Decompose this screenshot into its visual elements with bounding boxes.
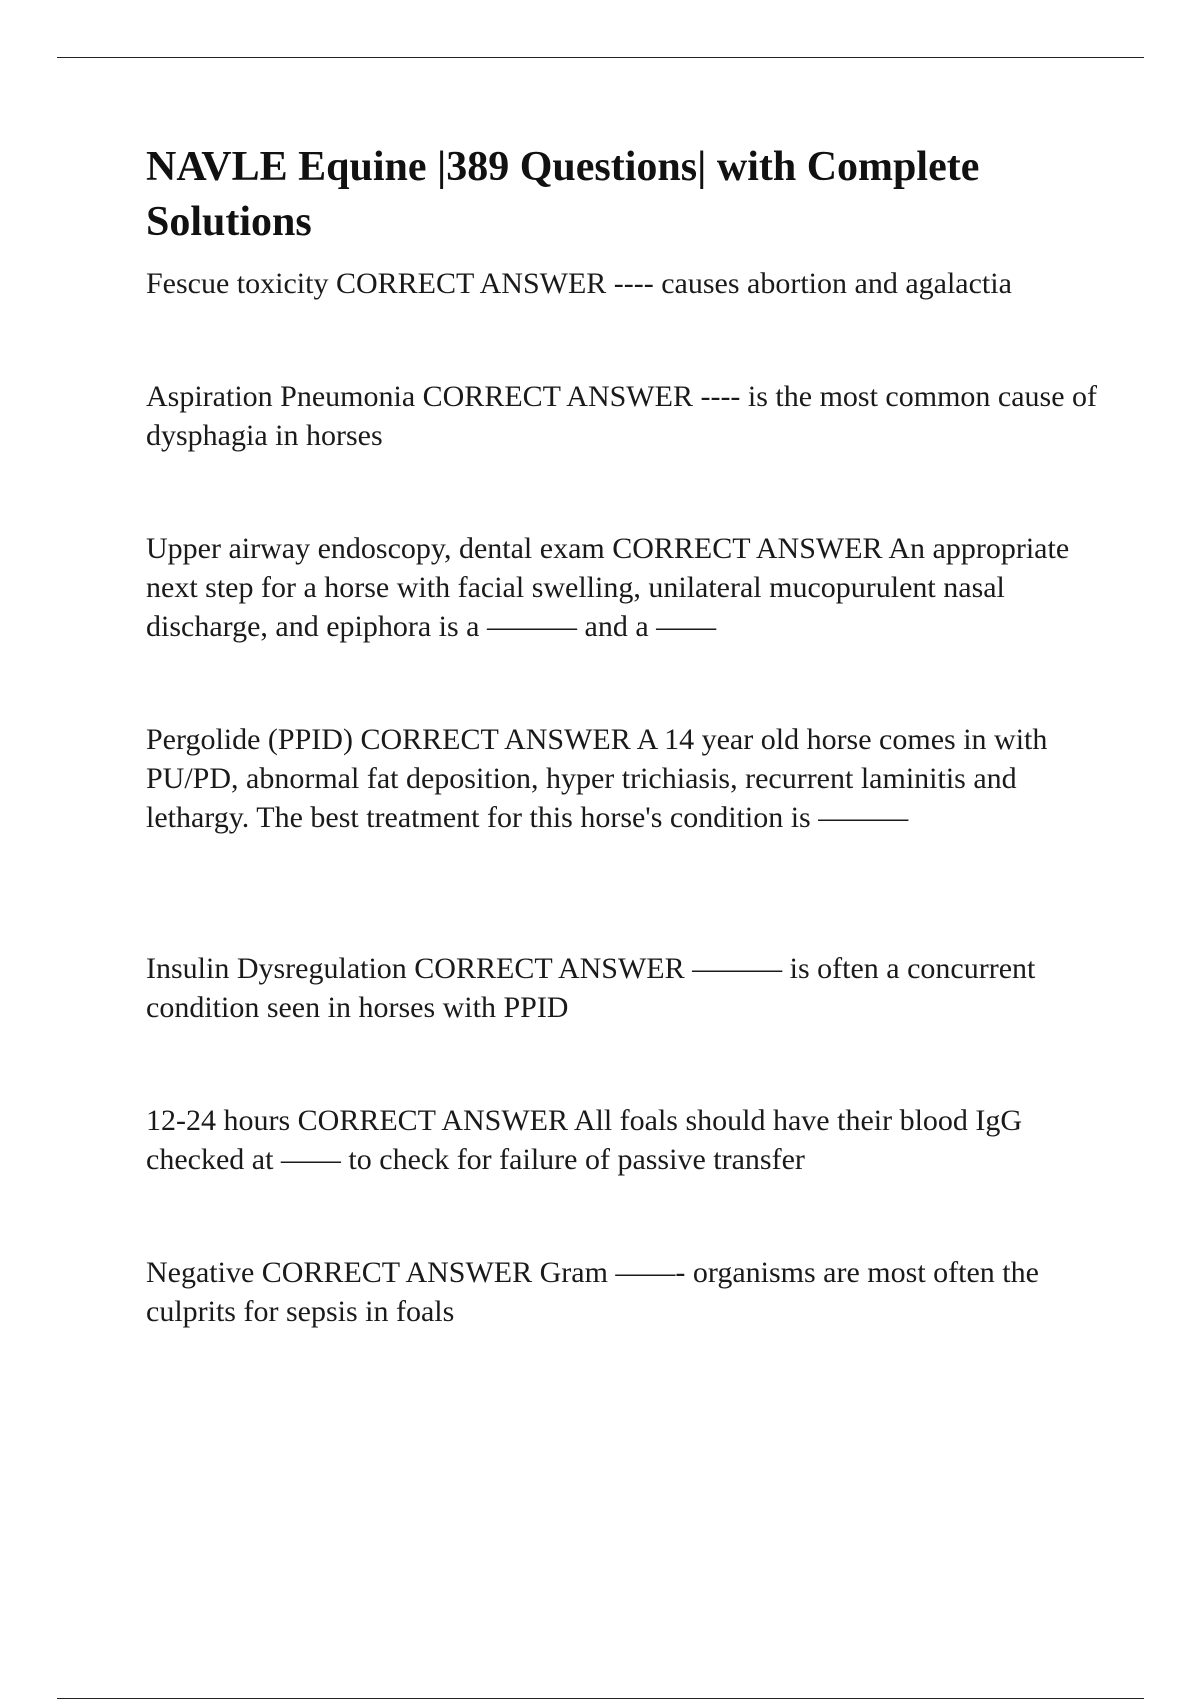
document-body bbox=[146, 140, 1106, 1331]
qa-item: 12-24 hours CORRECT ANSWER All foals should have their blood IgG checked at —— to check for failure of passive transfer bbox=[146, 1104, 1023, 1176]
qa-item: Pergolide (PPID) CORRECT ANSWER A 14 year old horse comes in with PU/PD, abnormal fat deposition, hyper trichiasis, recurrent laminitis and lethargy. The best treatment for this horse's condition is ——— bbox=[146, 723, 1048, 834]
document-title: NAVLE Equine |389 Questions| with Complete Solutions bbox=[146, 144, 980, 245]
header-rule bbox=[57, 57, 1144, 58]
qa-item: Fescue toxicity CORRECT ANSWER ---- causes abortion and agalactia bbox=[146, 267, 1012, 300]
qa-item: Aspiration Pneumonia CORRECT ANSWER ---- is the most common cause of dysphagia in horses bbox=[146, 380, 1098, 452]
qa-item: Insulin Dysregulation CORRECT ANSWER ——— is often a concurrent condition seen in horses with PPID bbox=[146, 952, 1036, 1024]
qa-item: Upper airway endoscopy, dental exam CORRECT ANSWER An appropriate next step for a horse with facial swelling, unilateral mucopurulent nasal discharge, and epiphora is a ——— and a —— bbox=[146, 532, 1070, 643]
qa-item: Negative CORRECT ANSWER Gram ——- organisms are most often the culprits for sepsis in foals bbox=[146, 1256, 1039, 1328]
footer-rule bbox=[57, 1698, 1144, 1699]
